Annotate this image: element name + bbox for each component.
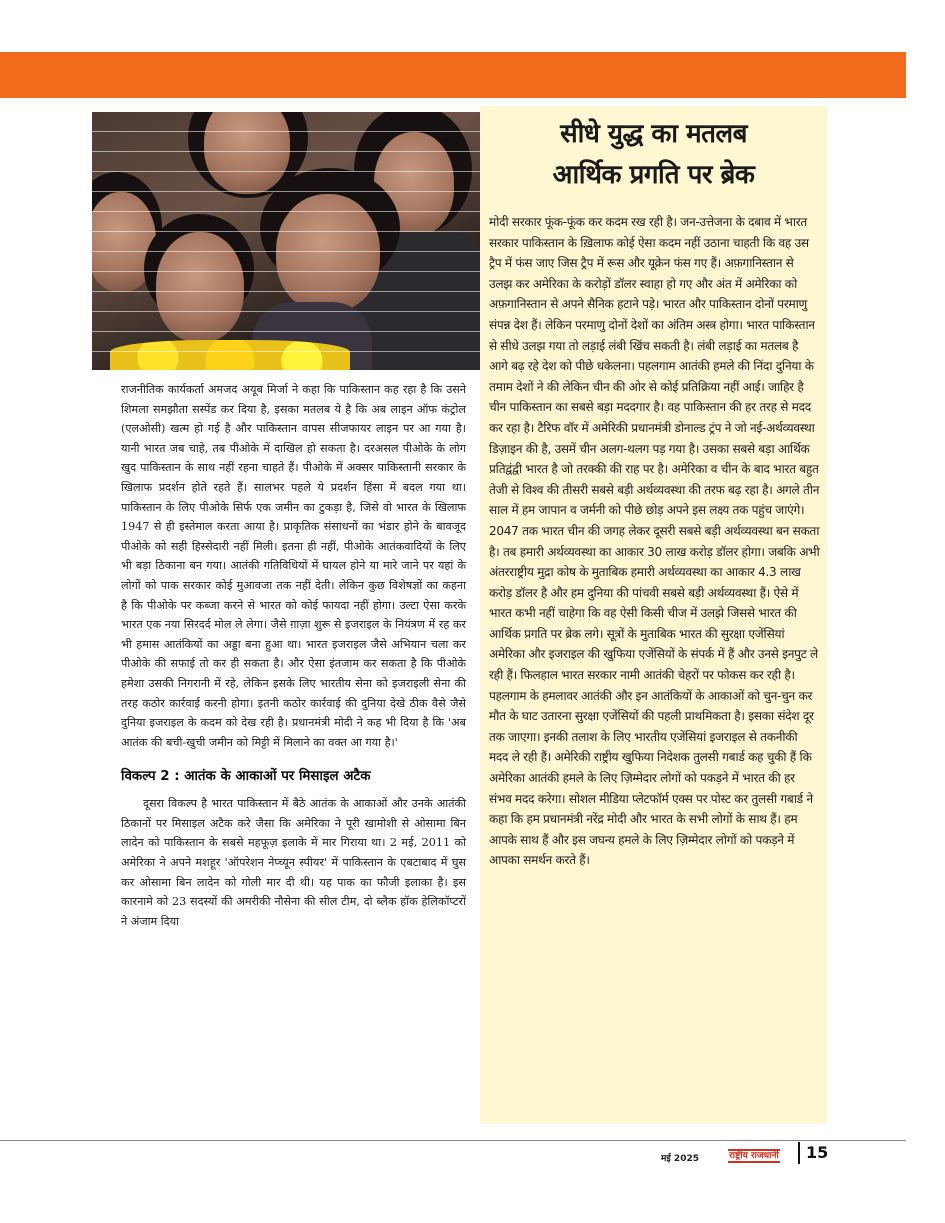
mourners-photo — [92, 112, 480, 370]
article-paragraph: राजनीतिक कार्यकर्ता अमजद अयूब मिर्जा ने कहा कि पाकिस्तान कह रहा है कि उसने शिमला समझौता सस्पेंड कर दिया है, इसका मतलब ये है कि अब लाइन ऑफ कंट्रोल (एलओसी) खत्म हो गई है और पाकिस्तान वापस सीजफायर लाइन पर आ गया है। यानी भारत जब चाहे, तब पीओके में दाखिल हो सकता है। दरअसल पीओके के लोग खुद पाकिस्तान के साथ नहीं रहना चाहते हैं। पीओके में अक्सर पाकिस्तानी सरकार के खिलाफ प्रदर्शन होते रहते हैं। सालभर पहले ये प्रदर्शन हिंसा में बदल गया था। पाकिस्तान के लिए पीओके सिर्फ एक जमीन का टुकड़ा है, जिसे वो भारत के खिलाफ 1947 से ही इस्तेमाल करता आया है। प्राकृतिक संसाधनों का भंडार होने के बावजूद पीओके को सही हिस्सेदारी नहीं मिली। इतना ही नहीं, पीओके आतंकवादियों के लिए भी बड़ा ठिकाना बन गया। आतंकी गतिविधियों में घायल होने या मारे जाने पर यहां के लोगों को पाक सरकार कोई मुआवजा तक नहीं देती। लेकिन कुछ विशेषज्ञों का कहना है कि पीओके पर कब्जा करने से भारत को कोई फायदा नहीं होगा। उल्टा ऐसा करके भारत एक नया सिरदर्द मोल ले लेगा। जैसे ग़ाज़ा शुरू से इजराइल के नियंत्रण में रह कर भी हमास आतंकियों का अड्डा बना हुआ था। भारत इजराइल जैसे अभियान चला कर पीओके की सफाई तो कर ही सकता है। और ऐसा इंतजाम कर सकता है कि पीओके हमेशा उसकी निगरानी में रहे, लेकिन इसके लिए भारतीय सेना को इजराइली सेना की तरह कठोर कार्रवाई करनी होगा। इतनी कठोर कार्रवाई की दुनिया देखे ठीक वैसे जैसे दुनिया इजराइल के कदम को देख रही है। प्रधानमंत्री मोदी ने कह भी दिया है कि 'अब आतंक की बची-खुची जमीन को मिट्टी में मिलाने का वक्त आ गया है।' — [121, 383, 466, 749]
left-article-column — [121, 380, 466, 931]
sidebar-title-line: आर्थिक प्रगति पर ब्रेक — [552, 160, 755, 190]
sidebar-box — [480, 106, 827, 1124]
sidebar-title — [480, 114, 827, 196]
sidebar-body-text: मोदी सरकार फूंक-फूंक कर कदम रख रही है। जन-उत्तेजना के दबाव में भारत सरकार पाकिस्तान के ख़िलाफ कोई ऐसा कदम नहीं उठाना चाहती कि वह उस ट्रैप में फंस जाए जिस ट्रैप में रूस और यूक्रेन फंस गए हैं। अफ़गानिस्तान से उलझ कर अमेरिका के करोड़ों डॉलर स्वाहा हो गए और अंत में अमेरिका को अफ़गानिस्तान से अपने सैनिक हटाने पड़े। भारत और पाकिस्तान दोनों परमाणु संपन्न देश हैं। लेकिन परमाणु दोनों देशों का अंतिम अस्त्र होगा। भारत पाकिस्तान से सीधे उलझ गया तो लड़ाई लंबी खिंच सकती है। लंबी लड़ाई का मतलब है आगे बढ़ रहे देश को पीछे धकेलना। पहलगाम आतंकी हमले की निंदा दुनिया के तमाम देशों ने की लेकिन चीन की ओर से कोई प्रतिक्रिया नहीं आई। जाहिर है चीन पाकिस्तान का सबसे बड़ा मददगार है। वह पाकिस्तान की हर तरह से मदद कर रहा है। टैरिफ वॉर में अमेरिकी प्रधानमंत्री डोनाल्ड ट्रंप ने जो नई-अर्थव्यवस्था डिज़ाइन की है, उसमें चीन अलग-थलग पड़ गया है। उसका सबसे बड़ा आर्थिक प्रतिद्वंद्वी भारत है जो तरक्की की राह पर है। अमेरिका व चीन के बाद भारत बहुत तेजी से विश्व की तीसरी सबसे बड़ी अर्थव्यवस्था की तरफ बढ़ रहा है। अगले तीन साल में हम जापान व जर्मनी को पीछे छोड़ अपने इस लक्ष्य तक पहुंच जाएंगे। 2047 तक भारत चीन की जगह लेकर दूसरी सबसे बड़ी अर्थव्यवस्था बन सकता है। तब हमारी अर्थव्यवस्था का आकार 30 लाख करोड़ डॉलर होगा। जबकि अभी अंतरराष्ट्रीय मुद्रा कोष के मुताबिक हमारी अर्थव्यवस्था का आकार 4.3 लाख करोड़ डॉलर है और हम दुनिया की पांचवी सबसे बड़ी अर्थव्यवस्था हैं। ऐसे में भारत कभी नहीं चाहेगा कि वह ऐसी किसी चीज में उलझे जिससे भारत की आर्थिक प्रगति पर ब्रेक लगे। सूत्रों के मुताबिक भारत की सुरक्षा एजेंसियां अमेरिका और इजराइल की खुफिया एजेंसियों के संपर्क में हैं और उनसे इनपुट ले रही हैं। फिलहाल भारत सरकार नामी आतंकी चेहरों पर फोकस कर रही है। पहलगाम के हमलावर आतंकी और इन आतंकियों के आकाओं को चुन-चुन कर मौत के घाट उतारना सुरक्षा एजेंसियों की पहली प्राथमिकता है। इसका संदेश दूर तक जाएगा। इनकी तलाश के लिए भारतीय एजेंसियां इजराइल से तकनीकी मदद ले रही हैं। अमेरिकी राष्ट्रीय खुफिया निदेशक तुलसी गबार्ड कह चुकी हैं कि अमेरिका आतंकी हमले के लिए ज़िम्मेदार लोगों को पकड़ने में भारत की हर संभव मदद करेगा। सोशल मीडिया प्लेटफॉर्म एक्स पर पोस्ट कर तुलसी गबार्ड ने कहा कि हम प्रधानमंत्री नरेंद्र मोदी और भारत के सभी लोगों के साथ हैं। हम आपके साथ हैं और इस जघन्य हमले के लिए ज़िम्मेदार लोगों को पकड़ने में आपका समर्थन करते हैं। — [489, 215, 820, 868]
footer-divider — [0, 1140, 906, 1141]
sidebar-title-line: सीधे युद्ध का मतलब — [560, 119, 747, 149]
page-number: 15 — [806, 1143, 829, 1162]
article-paragraph: दूसरा विकल्प है भारत पाकिस्तान में बैठे आतंक के आकाओं और उनके आतंकी ठिकानों पर मिसाइल अटैक करे जैसा कि अमेरिका ने पूरी खामोशी से ओसामा बिन लादेन को पाकिस्तान के सबसे महफूज़ इलाके में मार गिराया था। 2 मई, 2011 को अमेरिका ने अपने मशहूर 'ऑपरेशन नेप्च्यून स्पीयर' में पाकिस्तान के एबटाबाद में घुस कर ओसामा बिन लादेन को गोली मार दी थी। यह पाक का फौजी इलाका है। इस कारनामे को 23 सदस्यों की अमरीकी नौसेना की सील टीम, दो ब्लैक हॉक हेलिकॉप्टरों ने अंजाम दिया — [121, 797, 466, 928]
section-subheading: विकल्प 2 : आतंक के आकाओं पर मिसाइल अटैक — [121, 769, 371, 785]
magazine-logo: राष्ट्रीय राजधानी — [729, 1151, 779, 1161]
footer-separator — [798, 1142, 800, 1164]
top-orange-band — [0, 52, 906, 98]
issue-month: मई 2025 — [661, 1154, 699, 1164]
